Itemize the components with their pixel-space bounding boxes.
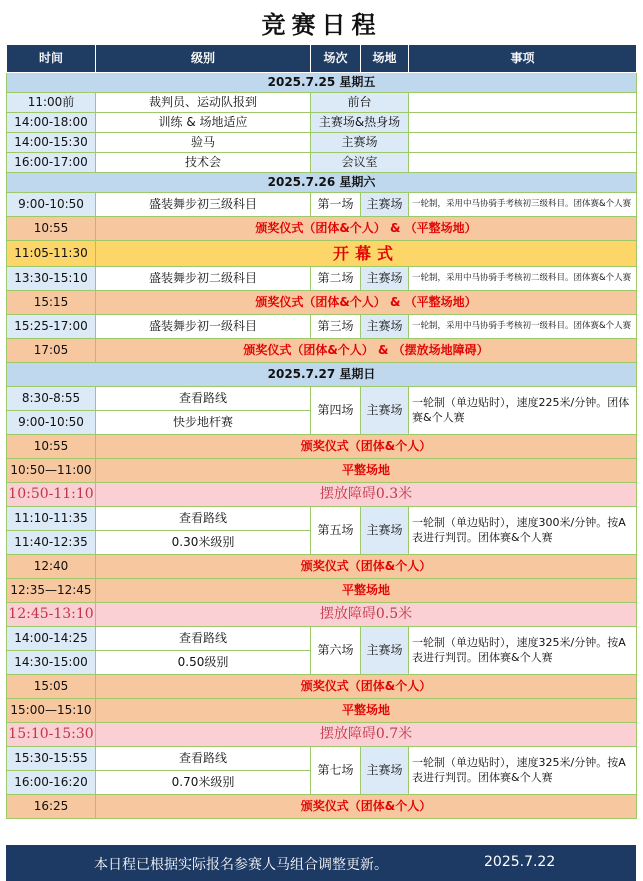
row-time: 16:00-17:00 [7, 153, 96, 173]
row-time: 14:30-15:00 [7, 651, 96, 675]
obstacle-text: 摆放障碍0.7米 [96, 723, 637, 747]
row-time: 12:35—12:45 [7, 579, 96, 603]
row-time: 13:30-15:10 [7, 267, 96, 291]
row-time: 14:00-18:00 [7, 113, 96, 133]
table-row [7, 267, 637, 291]
row-time: 10:55 [7, 435, 96, 459]
row-time: 15:15 [7, 291, 96, 315]
table-row [7, 133, 637, 153]
row-notes [409, 153, 637, 173]
row-notes: 一轮制，采用中马协骑手考核初二级科目。团体赛&个人赛 [409, 267, 637, 291]
row-time: 9:00-10:50 [7, 411, 96, 435]
row-notes: 一轮制，采用中马协骑手考核初一级科目。团体赛&个人赛 [409, 315, 637, 339]
date-band-day1: 2025.7.25 星期五 [7, 73, 637, 93]
header-time: 时间 [7, 45, 96, 73]
row-time: 15:00—15:10 [7, 699, 96, 723]
row-time: 15:05 [7, 675, 96, 699]
row-notes [409, 93, 637, 113]
schedule-table [6, 44, 637, 819]
flatten-row [7, 579, 637, 603]
row-time: 8:30-8:55 [7, 387, 96, 411]
header-session: 场次 [311, 45, 361, 73]
row-time: 11:40-12:35 [7, 531, 96, 555]
row-level: 盛装舞步初三级科目 [96, 193, 311, 217]
header-venue: 场地 [361, 45, 409, 73]
row-time: 11:10-11:35 [7, 507, 96, 531]
row-session: 第一场 [311, 193, 361, 217]
row-notes [409, 133, 637, 153]
row-notes: 一轮制（单边贴时），速度300米/分钟。按A表进行判罚。团体赛&个人赛 [409, 507, 637, 555]
page-title: 竞赛日程 [261, 10, 382, 39]
flatten-row [7, 699, 637, 723]
footer-date: 2025.7.22 [484, 854, 556, 870]
row-level: 盛装舞步初二级科目 [96, 267, 311, 291]
row-level: 0.70米级别 [96, 771, 311, 795]
row-venue: 主赛场 [361, 627, 409, 675]
row-level: 查看路线 [96, 627, 311, 651]
row-level: 0.30米级别 [96, 531, 311, 555]
row-time: 9:00-10:50 [7, 193, 96, 217]
row-venue: 主赛场 [361, 267, 409, 291]
ceremony-row [7, 795, 637, 819]
row-place: 主赛场 [311, 133, 409, 153]
ceremony-text: 颁奖仪式（团体&个人） [96, 435, 637, 459]
row-notes: 一轮制（单边贴时），速度225米/分钟。团体赛&个人赛 [409, 387, 637, 435]
row-place: 前台 [311, 93, 409, 113]
table-row [7, 627, 637, 651]
ceremony-text: 颁奖仪式（团体&个人） [96, 795, 637, 819]
obstacle-text: 摆放障碍0.5米 [96, 603, 637, 627]
ceremony-row [7, 675, 637, 699]
date-band-day2: 2025.7.26 星期六 [7, 173, 637, 193]
table-row [7, 507, 637, 531]
table-row [7, 93, 637, 113]
row-time: 16:00-16:20 [7, 771, 96, 795]
row-time: 15:30-15:55 [7, 747, 96, 771]
row-time: 14:00-15:30 [7, 133, 96, 153]
row-session: 第四场 [311, 387, 361, 435]
row-time: 17:05 [7, 339, 96, 363]
opening-row [7, 241, 637, 267]
row-level: 训练 & 场地适应 [96, 113, 311, 133]
row-level: 0.50级别 [96, 651, 311, 675]
date-band-day3: 2025.7.27 星期日 [7, 363, 637, 387]
ceremony-row [7, 339, 637, 363]
row-level: 查看路线 [96, 747, 311, 771]
table-row [7, 193, 637, 217]
row-venue: 主赛场 [361, 387, 409, 435]
row-time: 10:50-11:10 [7, 483, 96, 507]
table-row [7, 113, 637, 133]
row-venue: 主赛场 [361, 507, 409, 555]
row-level: 技术会 [96, 153, 311, 173]
row-time: 15:10-15:30 [7, 723, 96, 747]
row-notes: 一轮制（单边贴时），速度325米/分钟。按A表进行判罚。团体赛&个人赛 [409, 747, 637, 795]
row-time: 12:40 [7, 555, 96, 579]
row-level: 裁判员、运动队报到 [96, 93, 311, 113]
footer-text: 本日程已根据实际报名参赛人马组合调整更新。 [94, 857, 388, 873]
header-notes: 事项 [409, 45, 637, 73]
flatten-text: 平整场地 [96, 699, 637, 723]
table-row [7, 747, 637, 771]
row-time: 12:45-13:10 [7, 603, 96, 627]
row-time: 10:50—11:00 [7, 459, 96, 483]
row-venue: 主赛场 [361, 315, 409, 339]
row-place: 会议室 [311, 153, 409, 173]
obstacle-text: 摆放障碍0.3米 [96, 483, 637, 507]
ceremony-row [7, 291, 637, 315]
ceremony-text: 颁奖仪式（团体&个人） [96, 555, 637, 579]
row-venue: 主赛场 [361, 193, 409, 217]
row-time: 11:00前 [7, 93, 96, 113]
flatten-text: 平整场地 [96, 459, 637, 483]
ceremony-row [7, 217, 637, 241]
row-session: 第五场 [311, 507, 361, 555]
obstacle-row [7, 723, 637, 747]
row-notes: 一轮制（单边贴时），速度325米/分钟。按A表进行判罚。团体赛&个人赛 [409, 627, 637, 675]
row-level: 查看路线 [96, 507, 311, 531]
row-level: 快步地杆赛 [96, 411, 311, 435]
row-session: 第二场 [311, 267, 361, 291]
obstacle-row [7, 603, 637, 627]
row-venue: 主赛场 [361, 747, 409, 795]
ceremony-row [7, 435, 637, 459]
row-level: 盛装舞步初一级科目 [96, 315, 311, 339]
row-notes: 一轮制，采用中马协骑手考核初三级科目。团体赛&个人赛 [409, 193, 637, 217]
row-time: 14:00-14:25 [7, 627, 96, 651]
opening-text: 开幕式 [96, 241, 637, 267]
row-session: 第七场 [311, 747, 361, 795]
footer-bar [6, 845, 636, 881]
row-notes [409, 113, 637, 133]
row-session: 第三场 [311, 315, 361, 339]
ceremony-row [7, 555, 637, 579]
table-row [7, 153, 637, 173]
row-time: 11:05-11:30 [7, 241, 96, 267]
row-level: 查看路线 [96, 387, 311, 411]
row-place: 主赛场&热身场 [311, 113, 409, 133]
table-header-row [7, 45, 637, 73]
row-level: 验马 [96, 133, 311, 153]
ceremony-text: 颁奖仪式（团体&个人） & （平整场地） [96, 291, 637, 315]
row-time: 10:55 [7, 217, 96, 241]
row-session: 第六场 [311, 627, 361, 675]
table-row [7, 387, 637, 411]
flatten-text: 平整场地 [96, 579, 637, 603]
ceremony-text: 颁奖仪式（团体&个人） & （摆放场地障碍） [96, 339, 637, 363]
ceremony-text: 颁奖仪式（团体&个人） [96, 675, 637, 699]
flatten-row [7, 459, 637, 483]
obstacle-row [7, 483, 637, 507]
row-time: 15:25-17:00 [7, 315, 96, 339]
table-row [7, 315, 637, 339]
header-level: 级别 [96, 45, 311, 73]
ceremony-text: 颁奖仪式（团体&个人） & （平整场地） [96, 217, 637, 241]
row-time: 16:25 [7, 795, 96, 819]
